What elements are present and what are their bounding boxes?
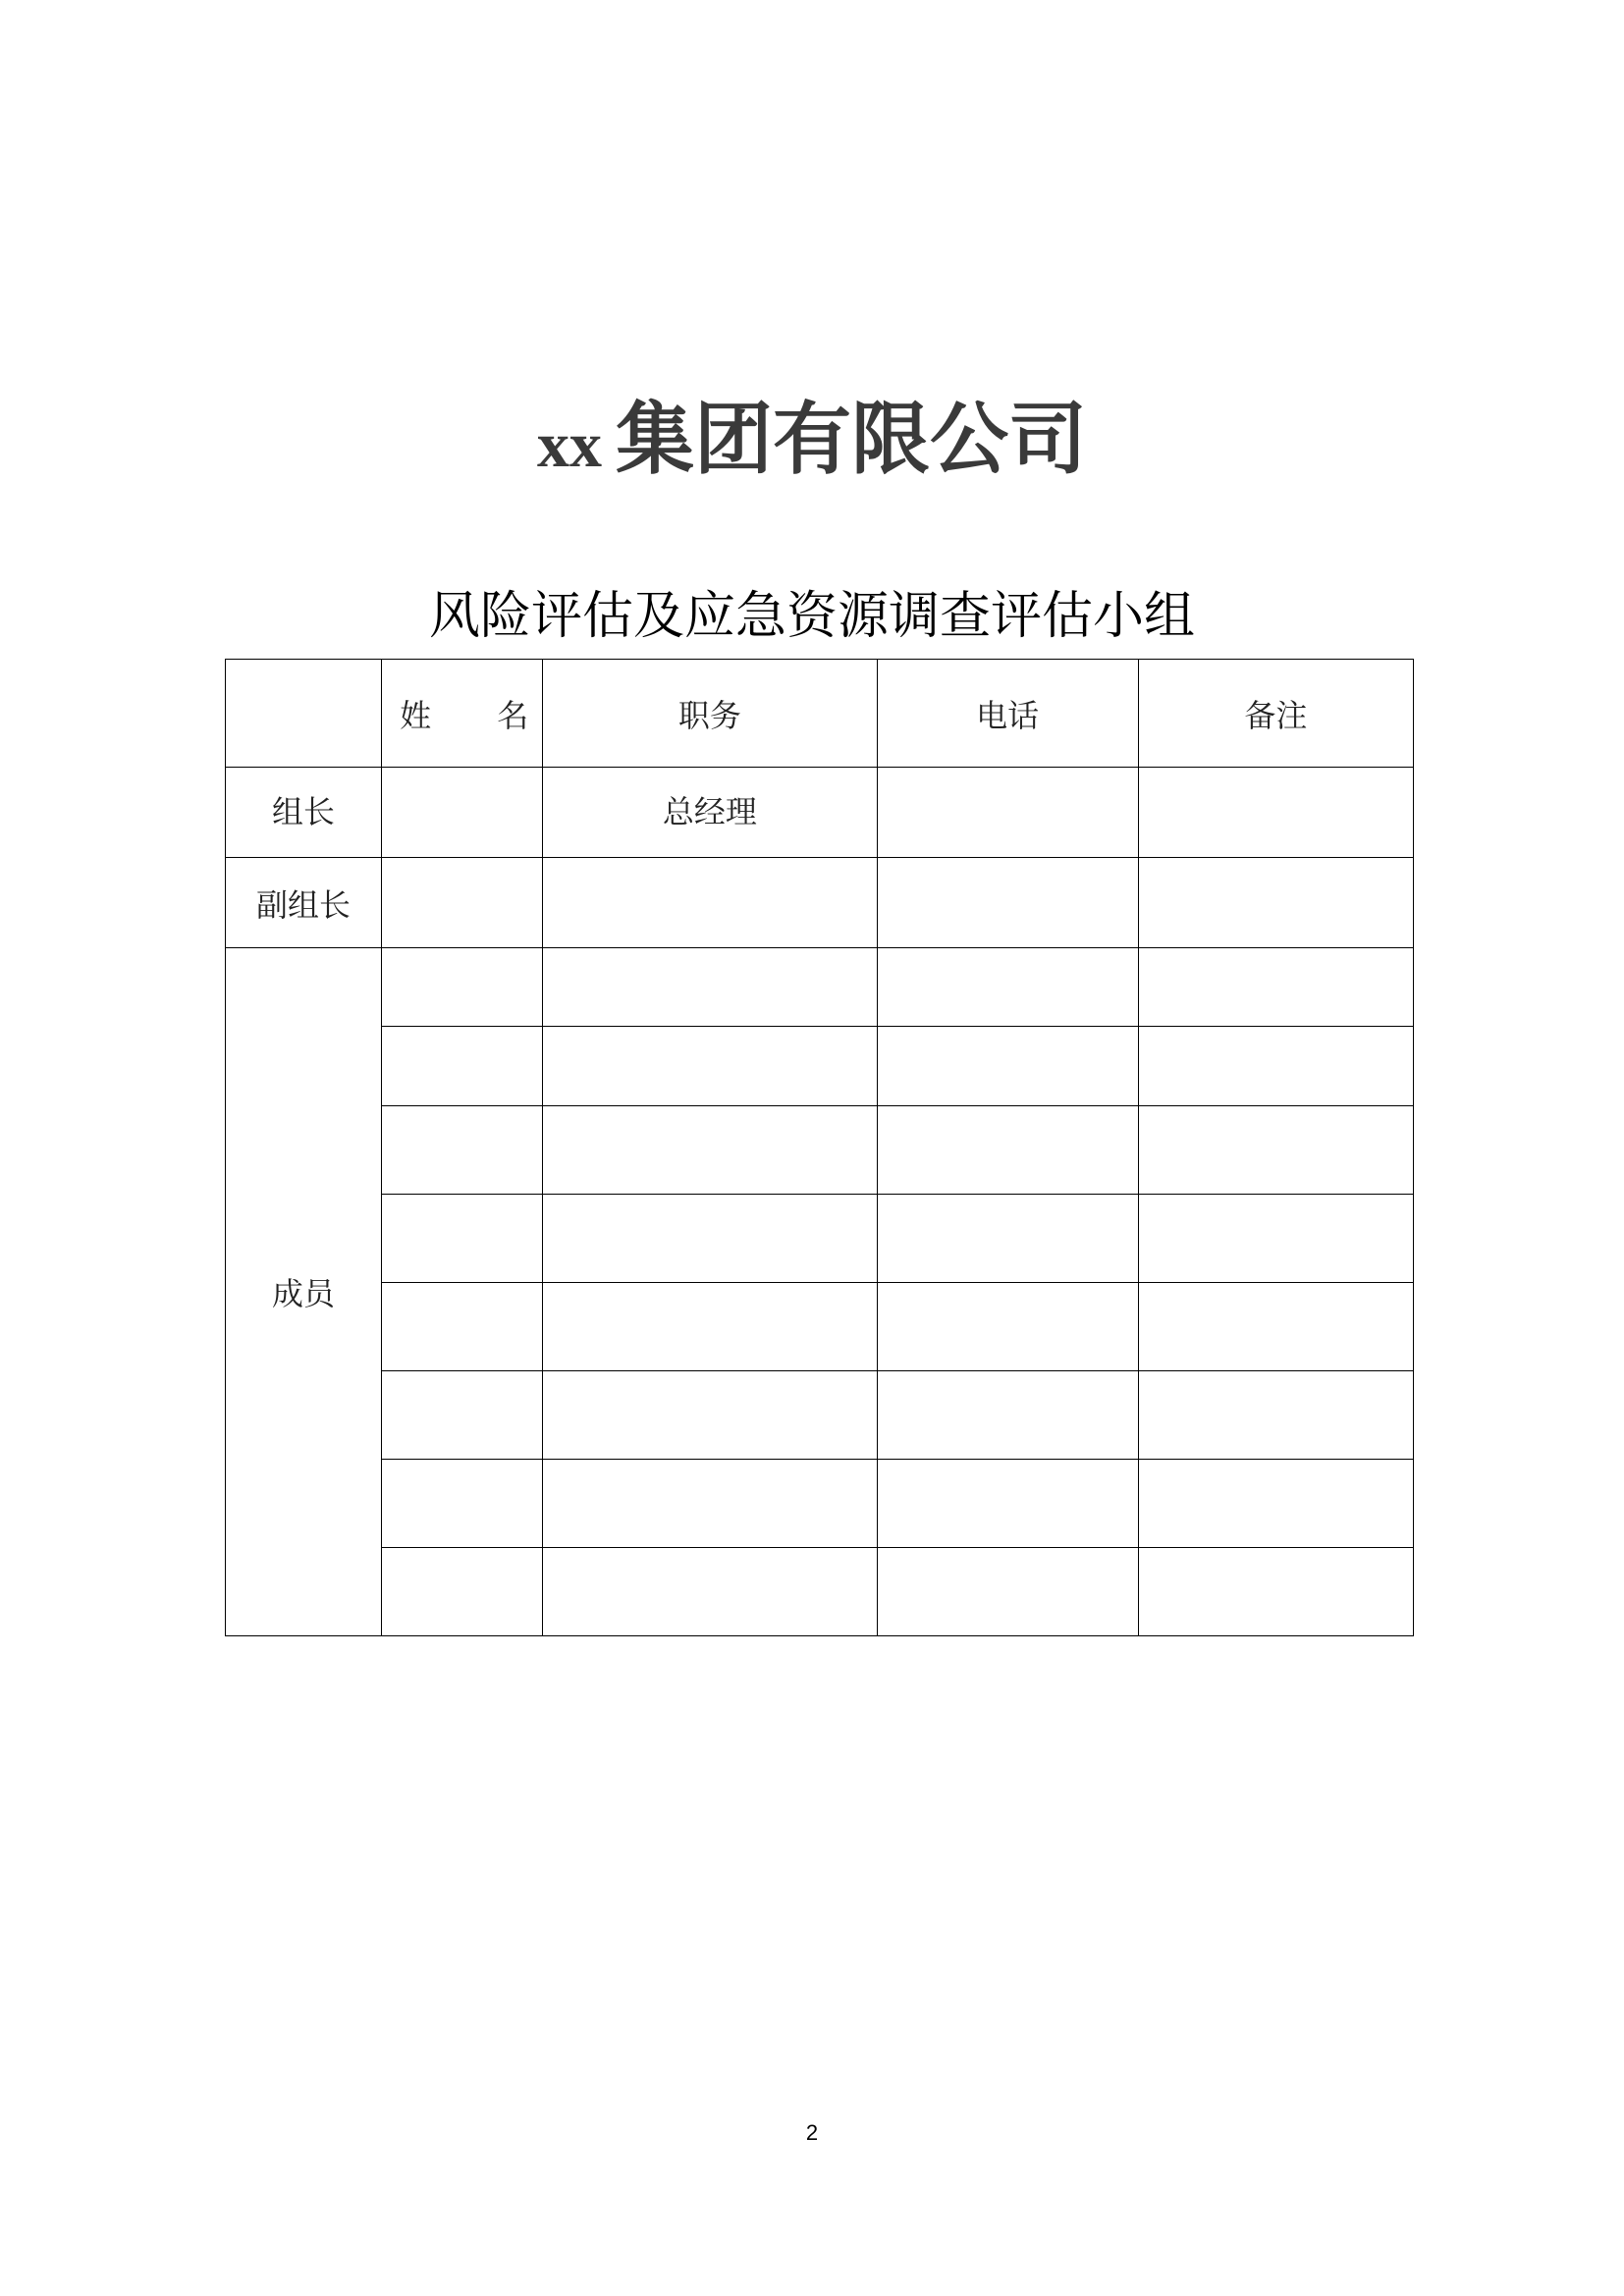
deputy-leader-name-cell[interactable] (382, 858, 543, 948)
company-prefix: xx (537, 409, 602, 481)
deputy-leader-row (226, 858, 1414, 948)
header-name-char2: 名 (497, 696, 529, 734)
member-name-cell[interactable] (382, 1106, 543, 1195)
member-remarks-cell[interactable] (1138, 1371, 1413, 1460)
header-name-char1: 姓 (400, 696, 432, 734)
member-remarks-cell[interactable] (1138, 1195, 1413, 1283)
member-remarks-cell[interactable] (1138, 1027, 1413, 1106)
member-phone-cell[interactable] (877, 948, 1138, 1027)
header-position-cell: 职务 (543, 660, 877, 768)
member-position-cell[interactable] (543, 1027, 877, 1106)
member-remarks-cell[interactable] (1138, 1283, 1413, 1371)
member-phone-cell[interactable] (877, 1548, 1138, 1636)
deputy-leader-position-cell[interactable] (543, 858, 877, 948)
member-position-cell[interactable] (543, 948, 877, 1027)
member-name-cell[interactable] (382, 1027, 543, 1106)
member-remarks-cell[interactable] (1138, 1548, 1413, 1636)
deputy-leader-role-cell: 副组长 (226, 858, 382, 948)
member-phone-cell[interactable] (877, 1027, 1138, 1106)
member-row (226, 1460, 1414, 1548)
member-name-cell[interactable] (382, 1283, 543, 1371)
member-name-cell[interactable] (382, 948, 543, 1027)
member-row (226, 1283, 1414, 1371)
member-remarks-cell[interactable] (1138, 948, 1413, 1027)
member-phone-cell[interactable] (877, 1371, 1138, 1460)
members-role-cell: 成员 (226, 948, 382, 1636)
member-position-cell[interactable] (543, 1371, 877, 1460)
member-name-cell[interactable] (382, 1460, 543, 1548)
company-name: 集团有限公司 (616, 394, 1087, 485)
member-name-cell[interactable] (382, 1548, 543, 1636)
header-row (226, 660, 1414, 768)
member-remarks-cell[interactable] (1138, 1460, 1413, 1548)
member-name-cell[interactable] (382, 1195, 543, 1283)
member-remarks-cell[interactable] (1138, 1106, 1413, 1195)
member-position-cell[interactable] (543, 1460, 877, 1548)
company-title (0, 391, 1624, 489)
member-phone-cell[interactable] (877, 1283, 1138, 1371)
roster-table (225, 659, 1414, 1636)
header-blank-cell (226, 660, 382, 768)
member-row (226, 1027, 1414, 1106)
header-remarks-cell: 备注 (1138, 660, 1413, 768)
member-name-cell[interactable] (382, 1371, 543, 1460)
leader-remarks-cell[interactable] (1138, 768, 1413, 858)
member-position-cell[interactable] (543, 1195, 877, 1283)
member-row (226, 1548, 1414, 1636)
page-number: 2 (805, 2120, 819, 2145)
member-position-cell[interactable] (543, 1283, 877, 1371)
leader-name-cell[interactable] (382, 768, 543, 858)
leader-phone-cell[interactable] (877, 768, 1138, 858)
leader-role-cell (226, 768, 382, 858)
member-phone-cell[interactable] (877, 1460, 1138, 1548)
table-title: 风险评估及应急资源调查评估小组 (428, 587, 1195, 646)
leader-position-value: 总经理 (662, 792, 757, 830)
member-row (226, 1371, 1414, 1460)
member-phone-cell[interactable] (877, 1195, 1138, 1283)
member-position-cell[interactable] (543, 1548, 877, 1636)
header-phone-cell: 电话 (877, 660, 1138, 768)
leader-role-label: 组长 (272, 792, 336, 830)
member-row (226, 1195, 1414, 1283)
leader-row (226, 768, 1414, 858)
member-position-cell[interactable] (543, 1106, 877, 1195)
deputy-leader-remarks-cell[interactable] (1138, 858, 1413, 948)
member-phone-cell[interactable] (877, 1106, 1138, 1195)
member-row (226, 1106, 1414, 1195)
leader-position-cell[interactable] (543, 768, 877, 858)
member-row (226, 948, 1414, 1027)
deputy-leader-phone-cell[interactable] (877, 858, 1138, 948)
header-name-cell (382, 660, 543, 768)
